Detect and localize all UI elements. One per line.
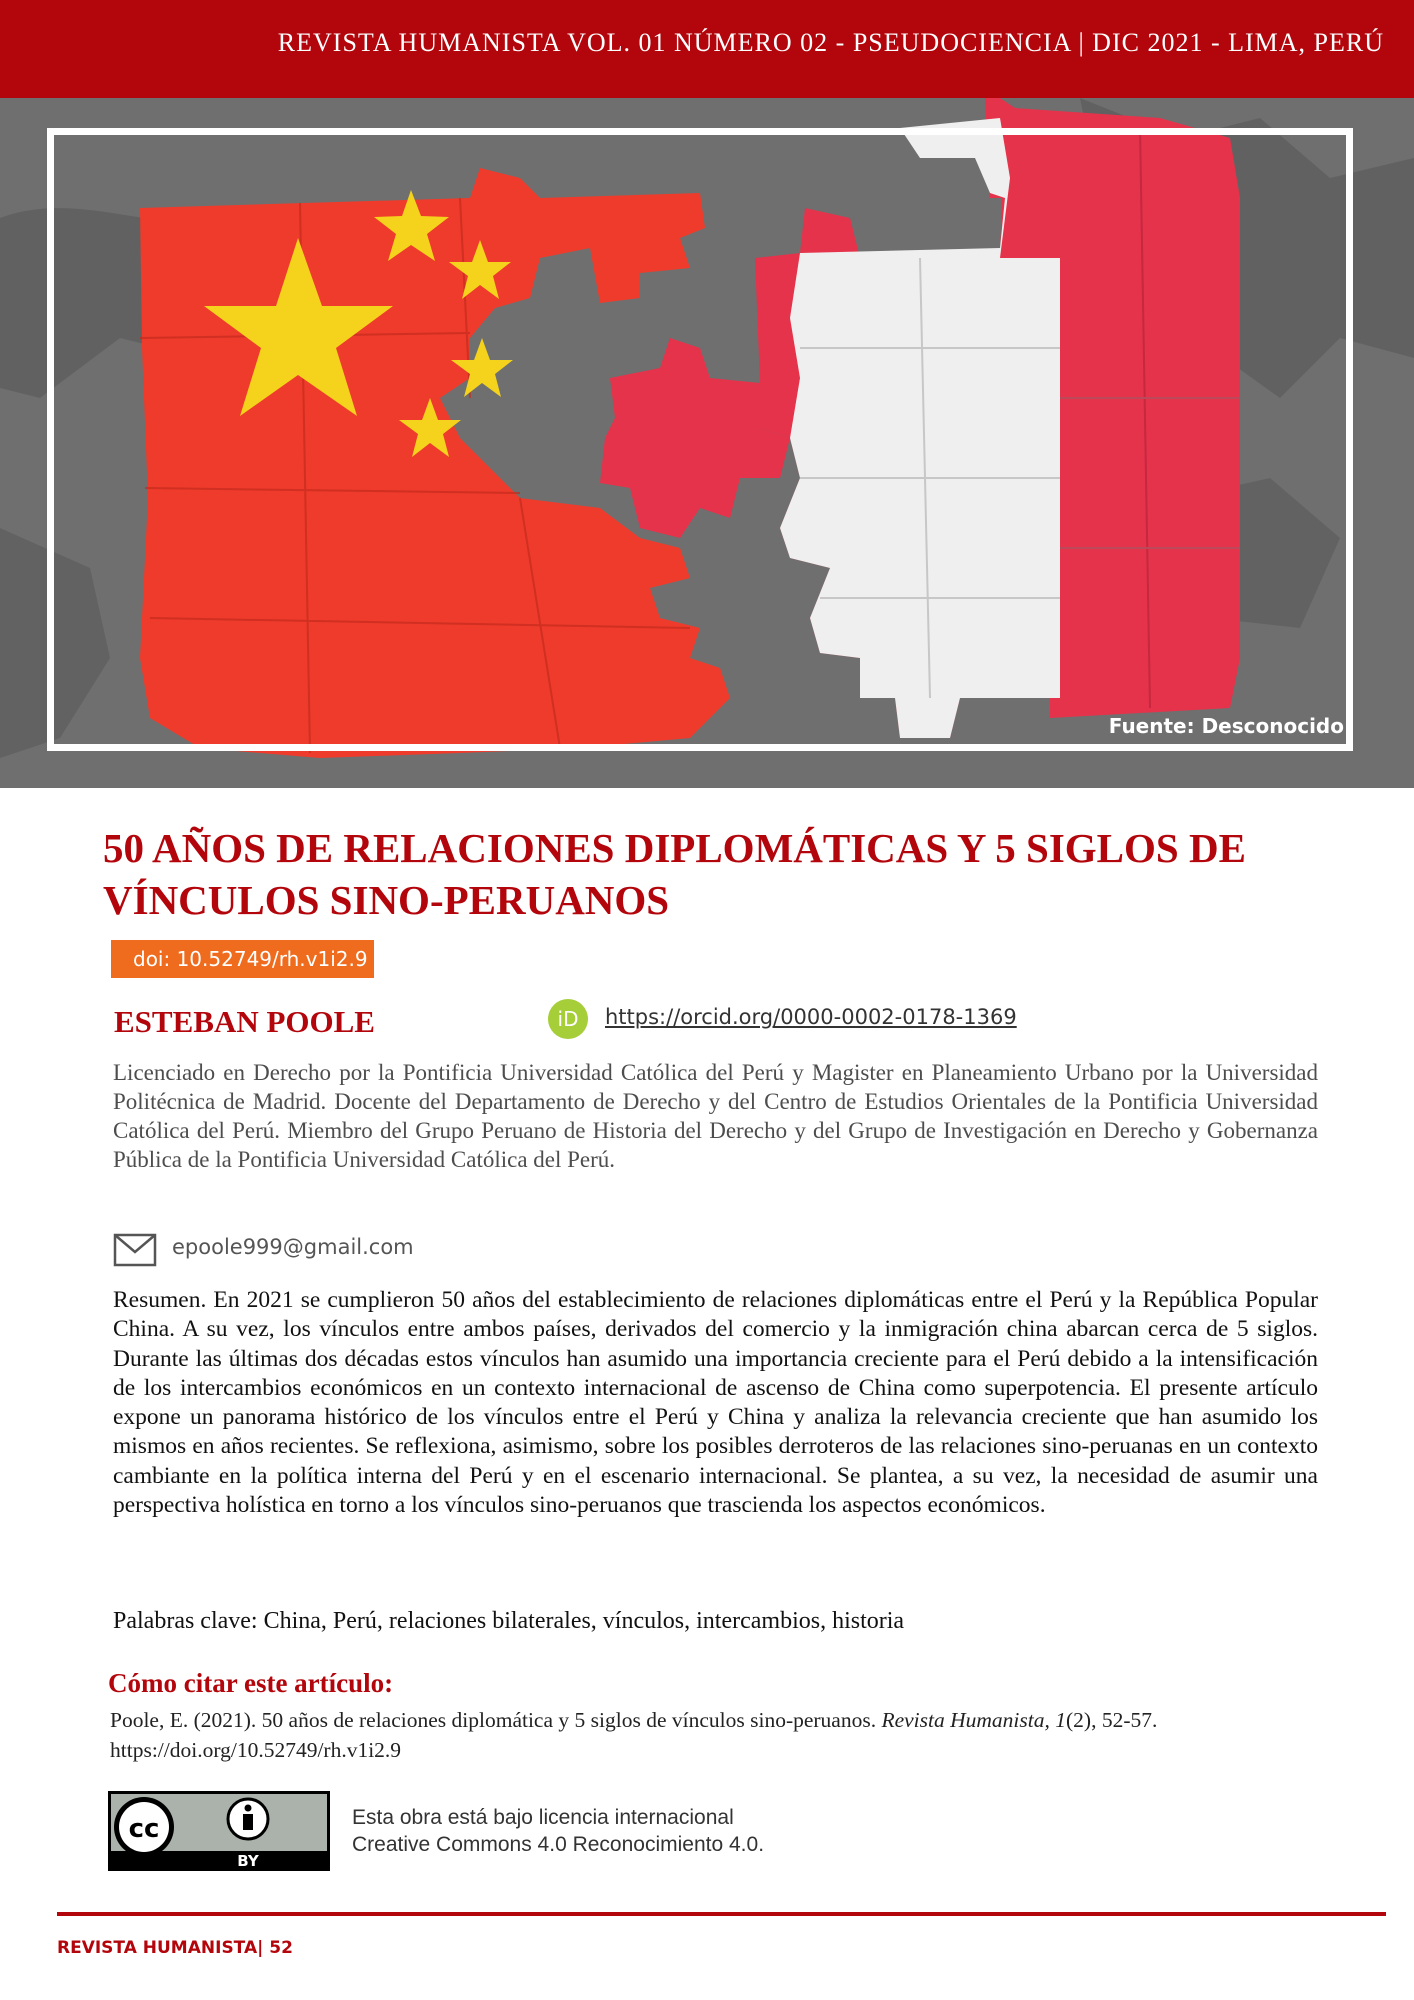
author-email[interactable]: epoole999@gmail.com (172, 1235, 414, 1259)
footer-page-label: REVISTA HUMANISTA| 52 (57, 1938, 293, 1958)
hero-image (0, 98, 1414, 788)
citation-text-end: (2), 52-57. https://doi.org/10.52749/rh.v1i2.9 (110, 1708, 1158, 1762)
citation-heading: Cómo citar este artículo: (108, 1668, 394, 1698)
by-badge-label: BY (237, 1852, 259, 1870)
citation-journal: Revista Humanista, 1 (881, 1708, 1066, 1732)
orcid-link[interactable]: https://orcid.org/0000-0002-0178-1369 (605, 1005, 1017, 1029)
license-line-1: Esta obra está bajo licencia internacional (352, 1806, 734, 1829)
license-line-2: Creative Commons 4.0 Reconocimiento 4.0. (352, 1833, 765, 1856)
cc-by-license-badge[interactable] (108, 1791, 330, 1871)
citation-text-start: Poole, E. (2021). 50 años de relaciones diplomática y 5 siglos de vínculos sino-peruanos. (110, 1708, 882, 1732)
citation-text (110, 1705, 1320, 1765)
journal-header-info: REVISTA HUMANISTA VOL. 01 NÚMERO 02 - PSEUDOCIENCIA | DIC 2021 - LIMA, PERÚ (277, 28, 1384, 57)
doi-badge[interactable]: doi: 10.52749/rh.v1i2.9 (111, 940, 374, 978)
abstract: Resumen. En 2021 se cumplieron 50 años del establecimiento de relaciones diplomáticas entre el Perú y la República Popular China. A su vez, los vínculos entre ambos países, derivados del comercio y la inmigración china abarcan cerca de 5 siglos. Durante las últimas dos décadas estos vínculos han asumido una importancia creciente para el Perú debido a la intensificación de los intercambios económicos en un contexto internacional de ascenso de China como superpotencia. El presente artículo expone un panorama histórico de los vínculos entre el Perú y China y analiza la relevancia creciente que han asumido los mismos en años recientes. Se reflexiona, asimismo, sobre los posibles derroteros de las relaciones sino-peruanas en un contexto cambiante en la política interna del Perú y en el escenario internacional. Se plantea, a su vez, la necesidad de asumir una perspectiva holística en torno a los vínculos sino-peruanos que trascienda los aspectos económicos. (113, 1287, 1318, 1519)
keywords: Palabras clave: China, Perú, relaciones bilaterales, vínculos, intercambios, historia (113, 1608, 905, 1634)
hero-white-frame (47, 128, 1353, 751)
footer-divider (57, 1912, 1386, 1916)
cc-badge-label: cc (128, 1814, 160, 1844)
header-bar (0, 0, 1414, 98)
mail-icon (113, 1233, 157, 1267)
license-text (352, 1804, 764, 1858)
author-name: ESTEBAN POOLE (114, 1004, 375, 1039)
photo-credit: Fuente: Desconocido (1108, 714, 1344, 738)
article-title: 50 AÑOS DE RELACIONES DIPLOMÁTICAS Y 5 SIGLOS DE VÍNCULOS SINO-PERUANOS (103, 825, 1246, 923)
author-bio: Licenciado en Derecho por la Pontificia Universidad Católica del Perú y Magister en Planeamiento Urbano por la Universidad Politécnica de Madrid. Docente del Departamento de Derecho y del Centro de Estudios Orientales de la Pontificia Universidad Católica del Perú. Miembro del Grupo Peruano de Historia del Derecho y del Grupo de Investigación en Derecho y Gobernanza Pública de la Pontificia Universidad Católica del Perú. (113, 1060, 1318, 1172)
orcid-icon[interactable]: iD (548, 999, 588, 1039)
